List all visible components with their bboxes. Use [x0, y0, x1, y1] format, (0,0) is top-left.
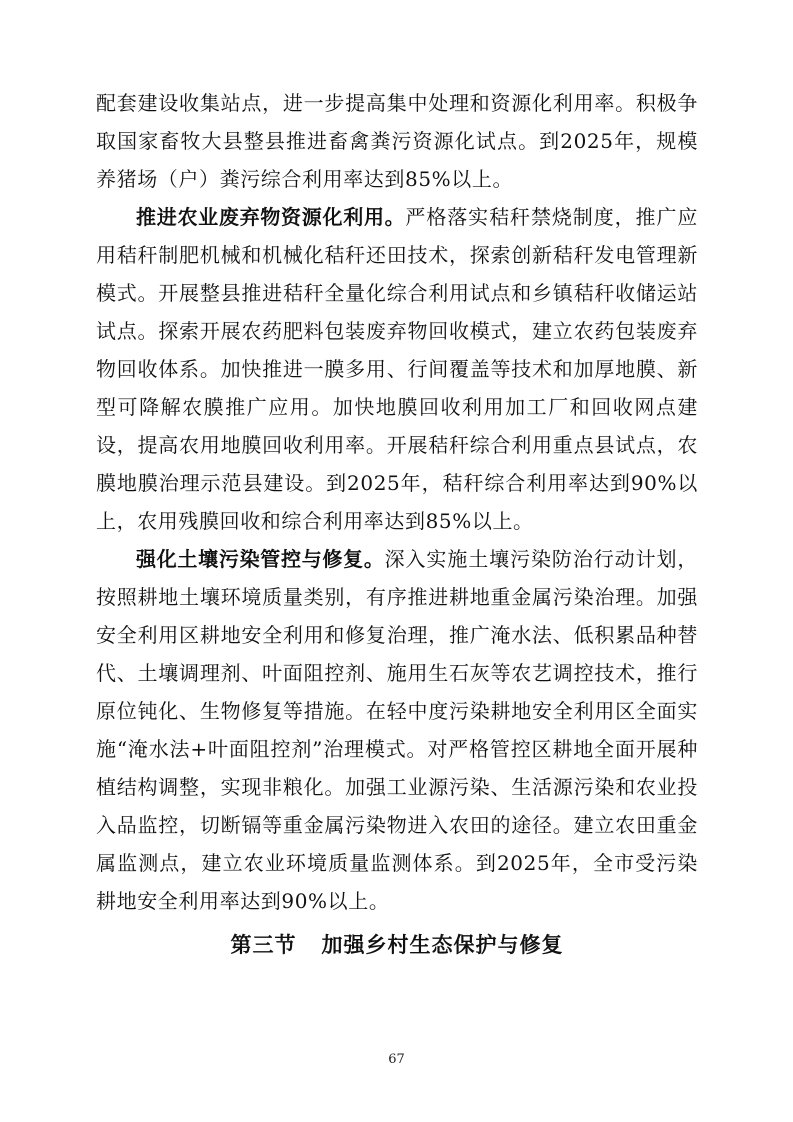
paragraph-2-heading: 推进农业废弃物资源化利用。	[136, 205, 406, 229]
page-number: 67	[388, 1052, 405, 1067]
paragraph-1	[96, 84, 698, 198]
paragraph-3-text: 深入实施土壤污染防治行动计划，按照耕地土壤环境质量类别，有序推进耕地重金属污染治理。加强安全利用区耕地安全利用和修复治理，推广淹水法、低积累品种替代、土壤调理剂、叶面阻控剂、施用生石灰等农艺调控技术，推行原位钝化、生物修复等措施。在轻中度污染耕地安全利用区全面实施“淹水法+叶面阻控剂”治理模式。对严格管控区耕地全面开展种植结构调整，实现非粮化。加强工业源污染、生活源污染和农业投入品监控，切断镉等重金属污染物进入农田的途径。建立农田重金属监测点，建立农业环境质量监测体系。到2025年，全市受污染耕地安全利用率达到90%以上。	[96, 547, 699, 913]
paragraph-2	[96, 198, 698, 540]
paragraph-3	[96, 540, 698, 920]
document-body	[96, 84, 698, 964]
paragraph-1-text: 配套建设收集站点，进一步提高集中处理和资源化利用率。积极争取国家畜牧大县整县推进畜禽粪污资源化试点。到2025年，规模养猪场（户）粪污综合利用率达到85%以上。	[96, 91, 698, 191]
paragraph-3-heading: 强化土壤污染管控与修复。	[136, 547, 385, 571]
section-title: 第三节 加强乡村生态保护与修复	[230, 933, 564, 957]
paragraph-2-text: 严格落实秸秆禁烧制度，推广应用秸秆制肥机械和机械化秸秆还田技术，探索创新秸秆发电管理新模式。开展整县推进秸秆全量化综合利用试点和乡镇秸秆收储运站试点。探索开展农药肥料包装废弃物回收模式，建立农药包装废弃物回收体系。加快推进一膜多用、行间覆盖等技术和加厚地膜、新型可降解农膜推广应用。加快地膜回收利用加工厂和回收网点建设，提高农用地膜回收利用率。开展秸秆综合利用重点县试点，农膜地膜治理示范县建设。到2025年，秸秆综合利用率达到90%以上，农用残膜回收和综合利用率达到85%以上。	[96, 205, 699, 533]
